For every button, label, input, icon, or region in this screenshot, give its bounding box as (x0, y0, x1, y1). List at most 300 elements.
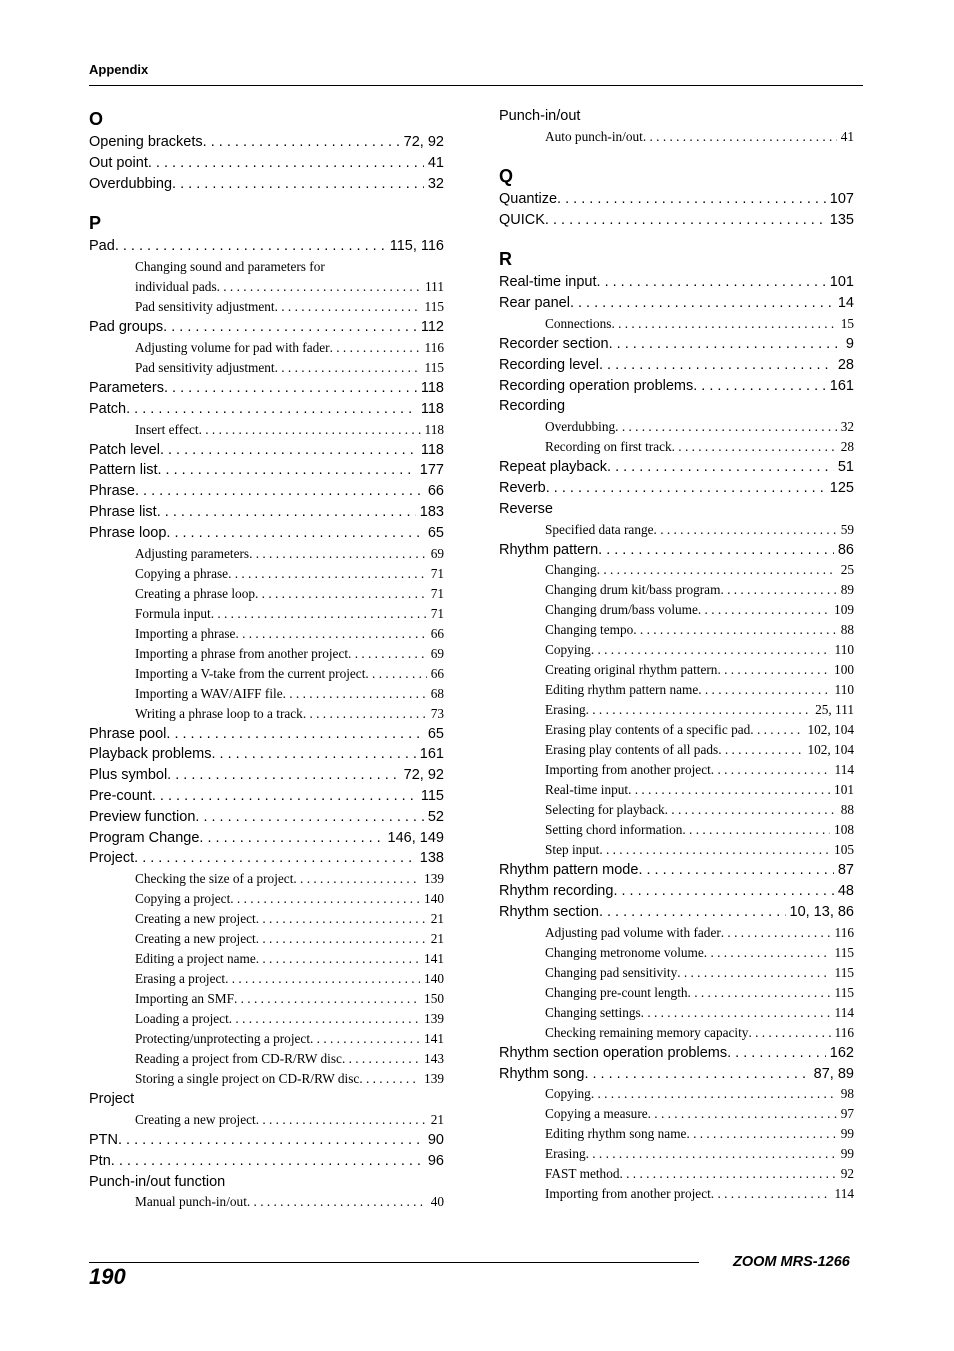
page-reference: 65 (427, 725, 444, 742)
index-term: Recording on first track (545, 439, 672, 455)
index-term: Adjusting volume for pad with fader (135, 339, 330, 355)
index-letter-heading: Q (499, 165, 514, 186)
index-term: Rhythm song (499, 1065, 585, 1082)
index-entry (89, 399, 444, 420)
index-term: Importing a V-take from the current project (135, 665, 366, 681)
index-term: Pad (89, 238, 115, 255)
index-subentry (499, 983, 854, 1003)
index-term: Quantize (499, 190, 558, 207)
index-term: Creating a phrase loop (135, 585, 256, 601)
index-subentry (499, 760, 854, 780)
index-entry (499, 1043, 854, 1064)
page-reference: 71 (430, 565, 444, 581)
dot-leader (698, 680, 830, 700)
page-reference: 25, 111 (815, 702, 854, 718)
page-reference: 143 (424, 1051, 444, 1067)
index-letter-heading: O (89, 109, 104, 129)
index-subentry (499, 620, 854, 640)
index-entry (499, 355, 854, 376)
index-entry (89, 317, 444, 338)
page-reference: 115 (834, 984, 854, 1000)
index-term: Creating a new project (135, 1111, 256, 1127)
index-letter-heading: R (499, 249, 512, 270)
index-subentry (89, 1049, 444, 1069)
index-term: Importing from another project (545, 1186, 711, 1202)
index-term: Pad sensitivity adjustment (135, 299, 275, 315)
index-term: Changing metronome volume (545, 944, 704, 960)
dot-leader (158, 460, 416, 481)
page-reference: 68 (430, 685, 444, 701)
dot-leader (167, 765, 400, 786)
index-entry (89, 744, 444, 765)
dot-leader (586, 700, 811, 720)
index-entry (499, 499, 854, 520)
index-entry (499, 1064, 854, 1085)
index-entry (499, 106, 854, 127)
index-term: Editing rhythm pattern name (545, 682, 699, 698)
page-reference: 146, 149 (387, 829, 444, 846)
index-term: Punch-in/out function (89, 1173, 226, 1190)
dot-leader (677, 963, 830, 983)
page-reference: 102, 104 (807, 742, 854, 758)
page-reference: 177 (419, 462, 444, 479)
dot-leader (545, 210, 826, 231)
index-term: Checking remaining memory capacity (545, 1024, 749, 1040)
index-entry (499, 210, 854, 231)
index-term: Changing sound and parameters for (135, 259, 325, 275)
page-reference: 150 (424, 991, 444, 1007)
page-reference: 101 (834, 782, 854, 798)
index-term: Rear panel (499, 295, 570, 312)
dot-leader (609, 334, 842, 355)
index-subentry (89, 358, 444, 378)
index-subentry (499, 1104, 854, 1124)
dot-leader (342, 1049, 420, 1069)
index-term: Editing a project name (135, 951, 256, 967)
index-entry (499, 902, 854, 923)
index-entry (89, 807, 444, 828)
index-entry (89, 153, 444, 174)
index-term: Editing rhythm song name (545, 1126, 687, 1142)
index-term: Importing an SMF (135, 991, 234, 1007)
index-term: Project (89, 850, 135, 867)
page-reference: 116 (424, 339, 444, 355)
page-reference: 87, 89 (813, 1065, 854, 1082)
page-reference: 40 (430, 1194, 444, 1210)
page-reference: 99 (840, 1146, 854, 1162)
dot-leader (365, 664, 426, 684)
index-entry (499, 860, 854, 881)
index-term: individual pads (135, 279, 217, 295)
index-term: Creating a new project (135, 911, 256, 927)
dot-leader (148, 153, 424, 174)
index-subentry (499, 417, 854, 437)
dot-leader (599, 840, 830, 860)
index-term: Rhythm recording (499, 883, 614, 900)
index-entry (89, 502, 444, 523)
index-term: Changing pre-count length (545, 984, 688, 1000)
dot-leader (256, 949, 420, 969)
dot-leader (134, 848, 416, 869)
index-term: Importing a phrase (135, 625, 236, 641)
dot-leader (607, 457, 834, 478)
index-term: Phrase (89, 483, 135, 500)
page-reference: 116 (834, 1024, 854, 1040)
dot-leader (693, 376, 826, 397)
page-reference: 141 (424, 951, 444, 967)
index-term: Recording (499, 398, 566, 415)
index-entry (89, 1089, 444, 1110)
index-subentry (89, 604, 444, 624)
index-subentry (499, 1003, 854, 1023)
footer-divider (89, 1262, 699, 1263)
page-reference: 107 (829, 190, 854, 207)
index-term: Rhythm pattern (499, 541, 599, 558)
index-term: Rhythm section operation problems (499, 1044, 728, 1061)
dot-leader (275, 297, 421, 317)
index-subentry (89, 544, 444, 564)
dot-leader (225, 969, 420, 989)
dot-leader (303, 704, 427, 724)
page-reference: 139 (424, 1011, 444, 1027)
index-term: Changing settings (545, 1004, 641, 1020)
dot-leader (166, 724, 423, 745)
index-entry (89, 765, 444, 786)
index-term: Patch level (89, 441, 160, 458)
page-reference: 32 (427, 175, 444, 192)
index-term: Playback problems (89, 746, 212, 763)
page-reference: 28 (837, 356, 854, 373)
index-subentry (89, 929, 444, 949)
index-term: Changing (545, 562, 597, 578)
dot-leader (172, 174, 424, 195)
index-term: Rhythm section (499, 903, 599, 920)
index-term: Importing a phrase from another project (135, 645, 349, 661)
page-reference: 66 (427, 483, 444, 500)
index-term: Step input (545, 842, 600, 858)
dot-leader (275, 358, 421, 378)
dot-leader (628, 780, 830, 800)
page-reference: 125 (829, 479, 854, 496)
index-subentry (499, 1023, 854, 1043)
index-term: Checking the size of a project (135, 871, 294, 887)
dot-leader (230, 889, 420, 909)
index-subentry (499, 1084, 854, 1104)
index-term: Overdubbing (89, 175, 173, 192)
index-term: Program Change (89, 829, 200, 846)
index-subentry (499, 600, 854, 620)
page-reference: 118 (420, 441, 444, 458)
index-column-left (89, 106, 444, 1212)
index-term: Formula input (135, 605, 211, 621)
page-reference: 32 (840, 419, 854, 435)
index-term: Importing a WAV/AIFF file (135, 685, 283, 701)
dot-leader (641, 1003, 831, 1023)
dot-leader (293, 869, 420, 889)
dot-leader (620, 1164, 837, 1184)
index-term: Importing from another project (545, 762, 711, 778)
index-term: Setting chord information (545, 822, 683, 838)
dot-leader (613, 881, 833, 902)
dot-leader (721, 923, 831, 943)
index-term: Punch-in/out (499, 108, 581, 124)
page-reference: 69 (430, 545, 444, 561)
index-term: Manual punch-in/out (135, 1194, 247, 1210)
dot-leader (611, 314, 836, 334)
index-term: Recording operation problems (499, 377, 694, 394)
page-reference: 139 (424, 1071, 444, 1087)
page-reference: 72, 92 (403, 134, 444, 150)
page-reference: 138 (419, 850, 444, 867)
index-subentry (499, 840, 854, 860)
page-reference: 118 (420, 379, 444, 396)
dot-leader (720, 580, 836, 600)
index-term: Specified data range (545, 521, 654, 537)
index-term: Changing pad sensitivity (545, 964, 678, 980)
page-reference: 41 (840, 128, 854, 144)
index-term: Reverb (499, 479, 546, 496)
dot-leader (164, 378, 417, 399)
dot-leader (672, 437, 837, 457)
index-term: Opening brackets (89, 134, 203, 150)
index-subentry (89, 1029, 444, 1049)
index-term: Phrase loop (89, 524, 167, 541)
index-subentry (499, 1144, 854, 1164)
dot-leader (152, 786, 417, 807)
dot-leader (643, 127, 837, 147)
index-subentry (499, 963, 854, 983)
index-subentry (89, 420, 444, 440)
dot-leader (654, 520, 837, 540)
dot-leader (586, 1144, 837, 1164)
index-subentry (499, 560, 854, 580)
page-reference: 135 (829, 211, 854, 228)
index-entry (499, 272, 854, 293)
index-subentry (499, 923, 854, 943)
index-term: Erasing a project (135, 971, 226, 987)
page-reference: 21 (430, 1111, 444, 1127)
index-subentry (89, 624, 444, 644)
page-reference: 105 (834, 842, 854, 858)
dot-leader (686, 1124, 836, 1144)
dot-leader (217, 277, 421, 297)
dot-leader (118, 1130, 424, 1151)
index-term: Copying (545, 642, 591, 658)
index-subentry (89, 869, 444, 889)
index-term: Preview function (89, 808, 196, 825)
page-reference: 90 (427, 1131, 444, 1148)
index-term: Loading a project (135, 1011, 229, 1027)
index-term: Project (89, 1091, 135, 1108)
dot-leader (160, 440, 417, 461)
index-subentry (89, 949, 444, 969)
page-reference: 96 (427, 1152, 444, 1169)
page-reference: 28 (840, 439, 854, 455)
dot-leader (256, 909, 427, 929)
dot-leader (126, 399, 417, 420)
index-subentry (499, 780, 854, 800)
dot-leader (199, 420, 421, 440)
dot-leader (638, 860, 833, 881)
index-term: QUICK (499, 211, 545, 228)
index-entry (89, 132, 444, 153)
index-subentry (499, 580, 854, 600)
index-term: Reading a project from CD-R/RW disc (135, 1051, 342, 1067)
page-reference: 162 (829, 1044, 854, 1061)
page-reference: 118 (424, 421, 444, 437)
page-reference: 115 (420, 787, 444, 804)
index-subentry (499, 640, 854, 660)
dot-leader (718, 740, 803, 760)
index-term: Writing a phrase loop to a track (135, 705, 303, 721)
index-term: PTN (89, 1131, 118, 1148)
index-term: Changing drum/bass volume (545, 602, 698, 618)
page-reference: 65 (427, 524, 444, 541)
page-reference: 140 (424, 891, 444, 907)
index-term: Pre-count (89, 787, 152, 804)
page-reference: 115, 116 (389, 238, 444, 255)
section-spacer (499, 147, 854, 163)
dot-leader (682, 820, 830, 840)
page-reference: 51 (837, 459, 854, 476)
index-entry (499, 881, 854, 902)
index-term: Auto punch-in/out (545, 128, 643, 144)
dot-leader (166, 523, 423, 544)
dot-leader (591, 1084, 837, 1104)
dot-leader (615, 417, 837, 437)
page-reference: 69 (430, 645, 444, 661)
page-reference: 114 (834, 1186, 854, 1202)
dot-leader (247, 1192, 427, 1212)
dot-leader (157, 502, 416, 523)
page-reference: 140 (424, 971, 444, 987)
dot-leader (704, 943, 831, 963)
index-subentry (89, 1009, 444, 1029)
page-reference: 118 (420, 400, 444, 417)
page-reference: 21 (430, 931, 444, 947)
section-header: Appendix (89, 62, 149, 77)
dot-leader (235, 624, 426, 644)
index-entry (89, 1130, 444, 1151)
index-subentry (499, 1164, 854, 1184)
dot-leader (163, 317, 417, 338)
index-subentry (89, 644, 444, 664)
index-term: Erasing play contents of all pads (545, 742, 719, 758)
dot-leader (229, 1009, 420, 1029)
page-reference: 21 (430, 911, 444, 927)
dot-leader (256, 1110, 427, 1130)
page-reference: 59 (840, 521, 854, 537)
dot-leader (111, 1151, 424, 1172)
index-subentry (499, 314, 854, 334)
index-subentry (89, 909, 444, 929)
page-reference: 115 (424, 359, 444, 375)
index-entry (89, 828, 444, 849)
dot-leader (698, 600, 830, 620)
index-subentry (499, 520, 854, 540)
index-subentry (499, 720, 854, 740)
index-term: Phrase pool (89, 725, 167, 742)
page-reference: 88 (840, 802, 854, 818)
page-reference: 87 (837, 862, 854, 879)
section-spacer (89, 194, 444, 210)
index-entry (89, 786, 444, 807)
page-reference: 98 (840, 1086, 854, 1102)
page-reference: 25 (840, 562, 854, 578)
page-reference: 66 (430, 665, 444, 681)
index-term: Pad groups (89, 319, 164, 336)
dot-leader (591, 640, 831, 660)
index-subentry (89, 889, 444, 909)
index-entry (89, 523, 444, 544)
index-entry (89, 481, 444, 502)
page-reference: 111 (425, 279, 444, 295)
index-entry (89, 848, 444, 869)
index-term: Copying a phrase (135, 565, 229, 581)
index-entry (499, 540, 854, 561)
page-reference: 115 (834, 964, 854, 980)
page-reference: 88 (840, 622, 854, 638)
dot-leader (359, 1069, 420, 1089)
dot-leader (234, 989, 420, 1009)
index-term: Repeat playback (499, 459, 608, 476)
dot-leader (203, 132, 400, 153)
dot-leader (195, 807, 423, 828)
dot-leader (633, 620, 836, 640)
index-entry (499, 334, 854, 355)
dot-leader (711, 1184, 831, 1204)
index-term: Connections (545, 315, 612, 331)
page-number: 190 (89, 1264, 126, 1289)
page-reference: 9 (845, 335, 854, 352)
index-subentry (499, 680, 854, 700)
index-entry (89, 1172, 444, 1193)
dot-leader (599, 902, 786, 923)
index-term: Erasing play contents of a specific pad (545, 722, 751, 738)
index-subentry (499, 943, 854, 963)
index-term: Out point (89, 154, 148, 171)
index-term: Phrase list (89, 503, 157, 520)
index-subentry (89, 338, 444, 358)
index-subentry (89, 1192, 444, 1212)
index-entry (89, 378, 444, 399)
page-reference: 100 (834, 662, 854, 678)
page-reference: 109 (834, 602, 854, 618)
index-term: Changing drum kit/bass program (545, 582, 721, 598)
dot-leader (598, 540, 834, 561)
index-column-right (499, 106, 854, 1204)
dot-leader (211, 604, 427, 624)
index-term: Pad sensitivity adjustment (135, 359, 275, 375)
dot-leader (648, 1104, 837, 1124)
index-term: Insert effect (135, 421, 199, 437)
index-term: Plus symbol (89, 767, 168, 784)
page-reference: 48 (837, 883, 854, 900)
index-subentry (89, 704, 444, 724)
dot-leader (597, 272, 826, 293)
page-reference: 110 (834, 682, 854, 698)
page-reference: 41 (427, 154, 444, 171)
index-entry (499, 457, 854, 478)
page-reference: 66 (430, 625, 444, 641)
index-entry (89, 1151, 444, 1172)
index-entry (499, 396, 854, 417)
index-term: Parameters (89, 379, 164, 396)
index-term: Copying a project (135, 891, 231, 907)
index-subentry (89, 257, 444, 277)
index-term: Copying (545, 1086, 591, 1102)
index-subentry (89, 1110, 444, 1130)
